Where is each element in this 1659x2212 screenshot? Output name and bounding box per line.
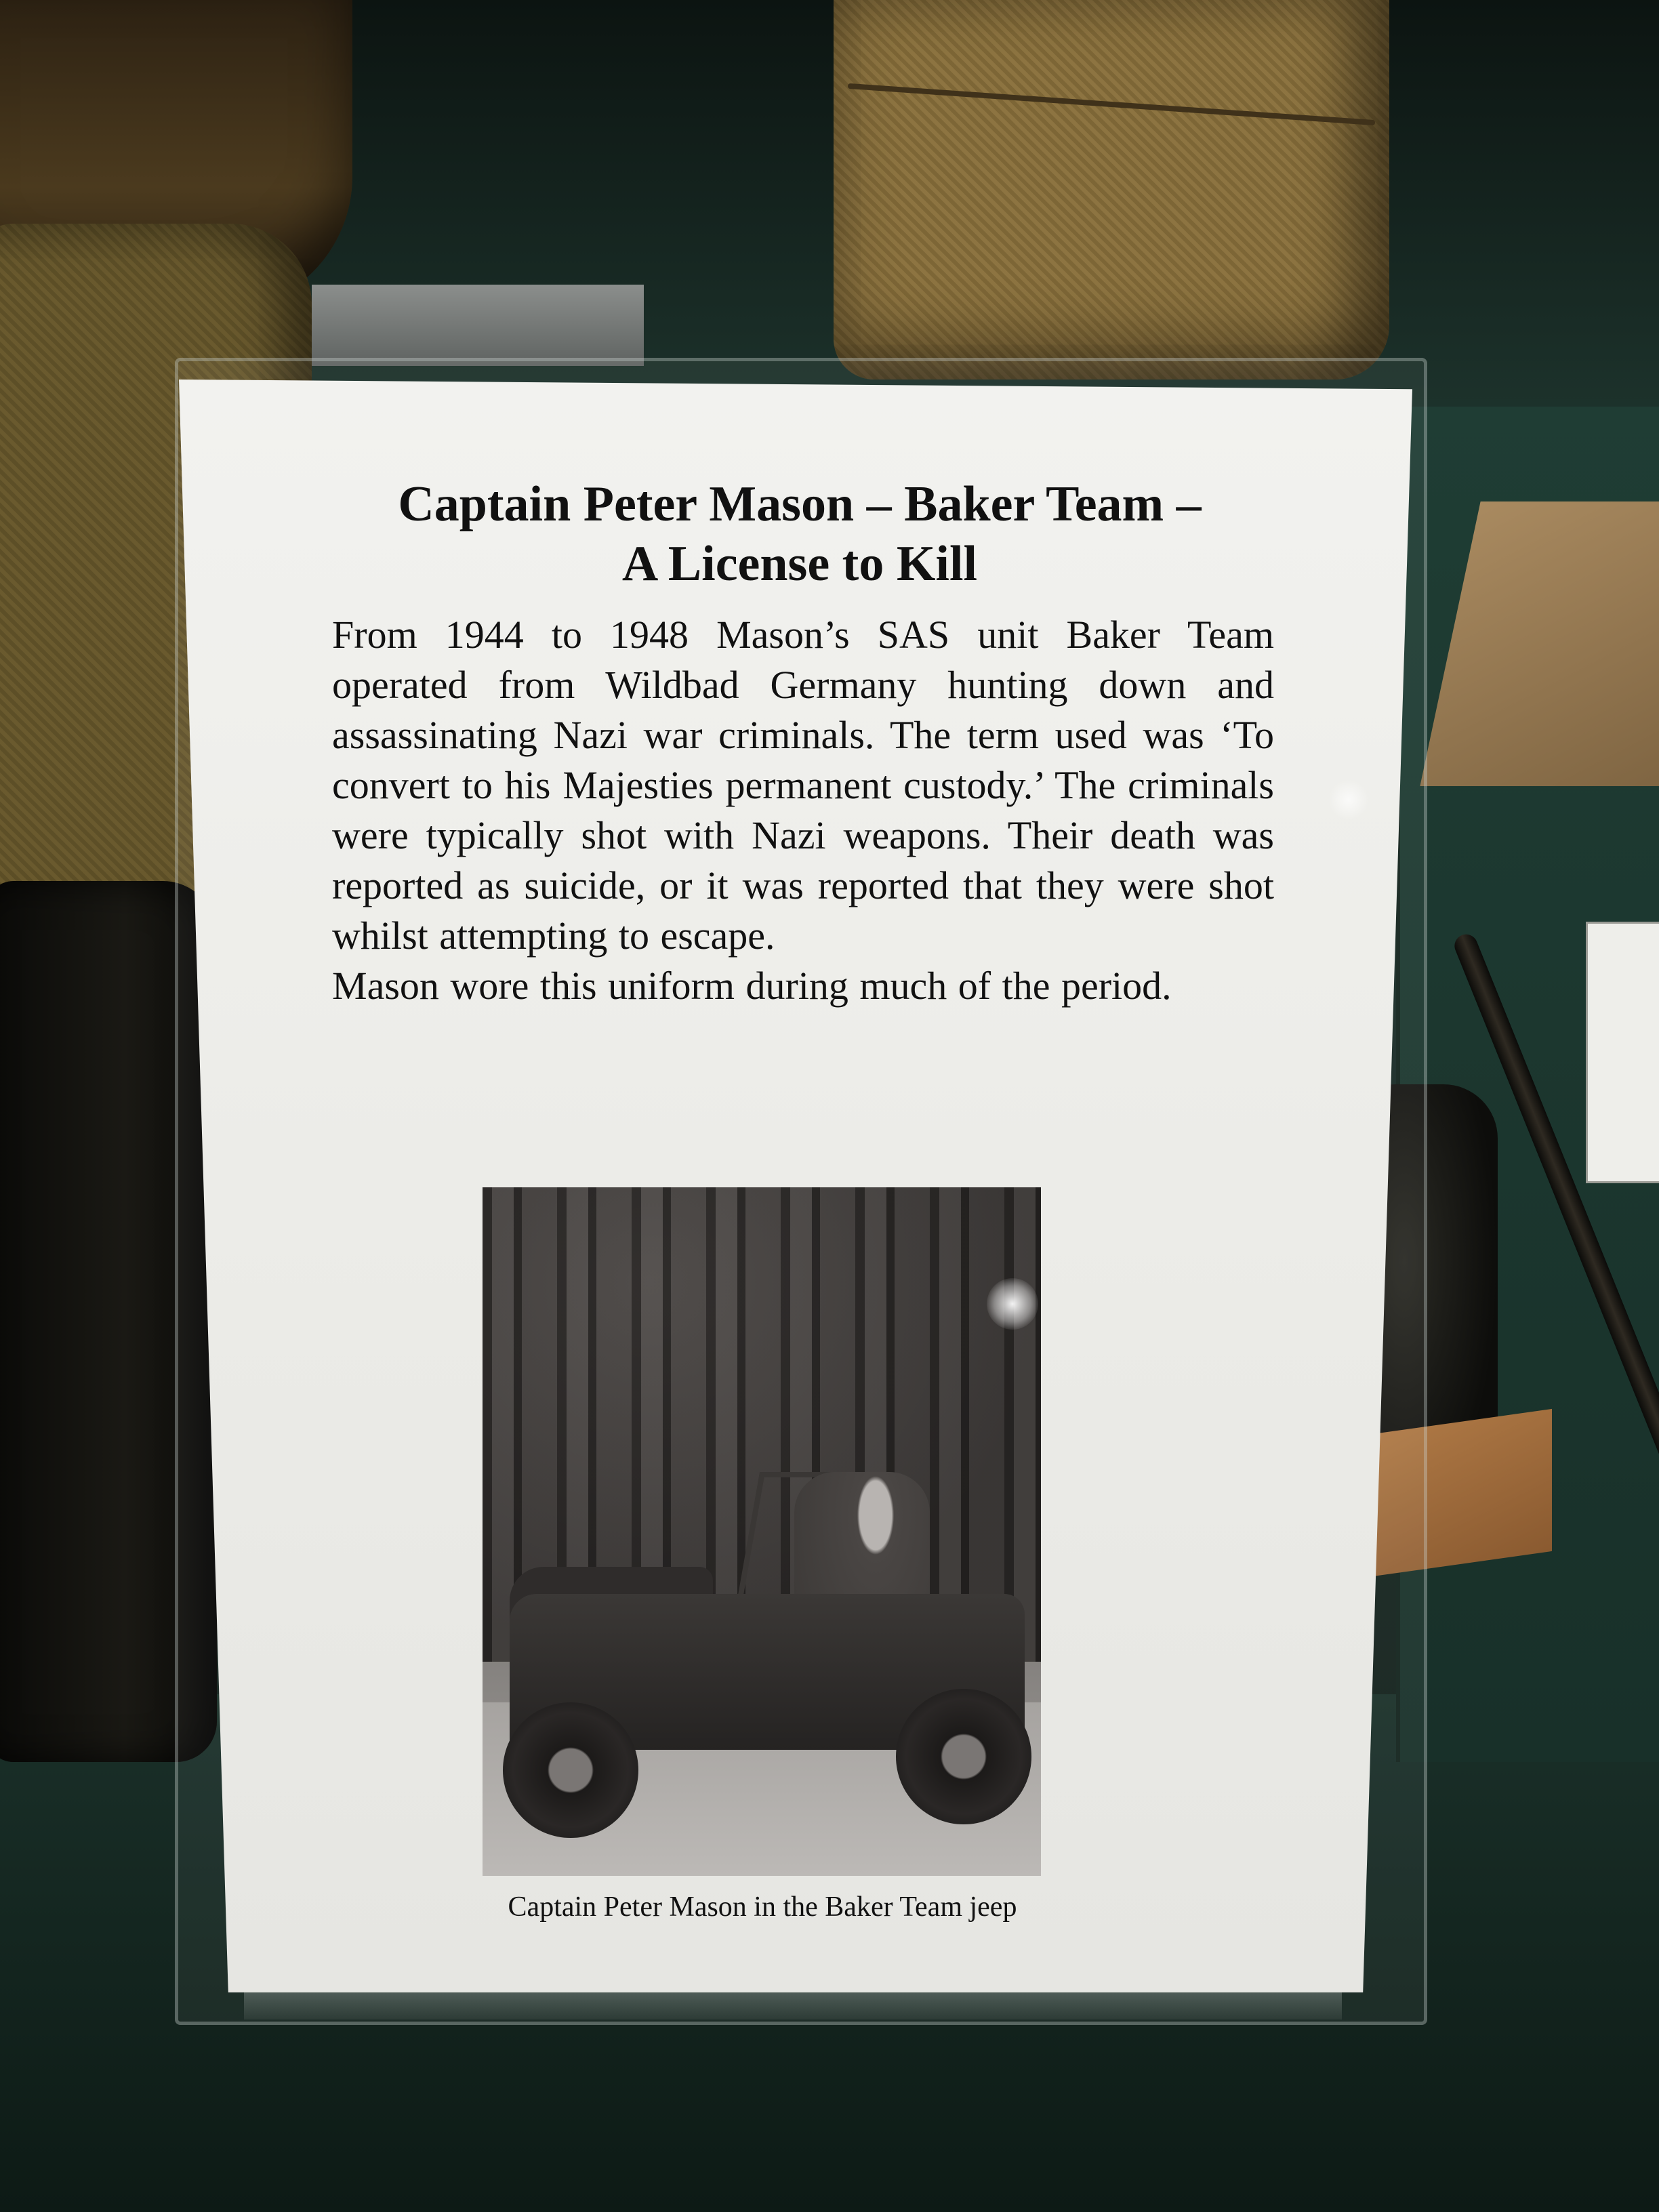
photo-caption: Captain Peter Mason in the Baker Team jeep xyxy=(508,1891,1017,1923)
uniform-fabric-top xyxy=(834,0,1389,380)
side-label-card xyxy=(1586,922,1659,1183)
sign-paragraph-1: From 1944 to 1948 Mason’s SAS unit Baker Team operated from Wildbad Germany hunting down and assassinating Nazi war criminals. The term used was ‘To convert to his Majesties permanent custody.’ The criminals were typically shot with Nazi weapons. Their death was reported as suicide, or it was reported that they were shot whilst attempting to escape. xyxy=(332,613,1274,958)
light-glare-small xyxy=(1328,779,1369,820)
light-glare xyxy=(987,1278,1038,1330)
sign-text-block xyxy=(285,434,1315,1011)
sign-body xyxy=(332,610,1274,1011)
sign-title xyxy=(285,474,1315,594)
sign-paragraph-2: Mason wore this uniform during much of the period. xyxy=(332,964,1172,1008)
jeep-rear-wheel xyxy=(896,1689,1031,1824)
sign-title-line-2: A License to Kill xyxy=(621,536,978,592)
jeep-photograph xyxy=(483,1187,1041,1876)
grey-box xyxy=(312,285,644,366)
sign-title-line-1: Captain Peter Mason – Baker Team – xyxy=(398,476,1202,532)
jeep-front-wheel xyxy=(503,1702,638,1838)
